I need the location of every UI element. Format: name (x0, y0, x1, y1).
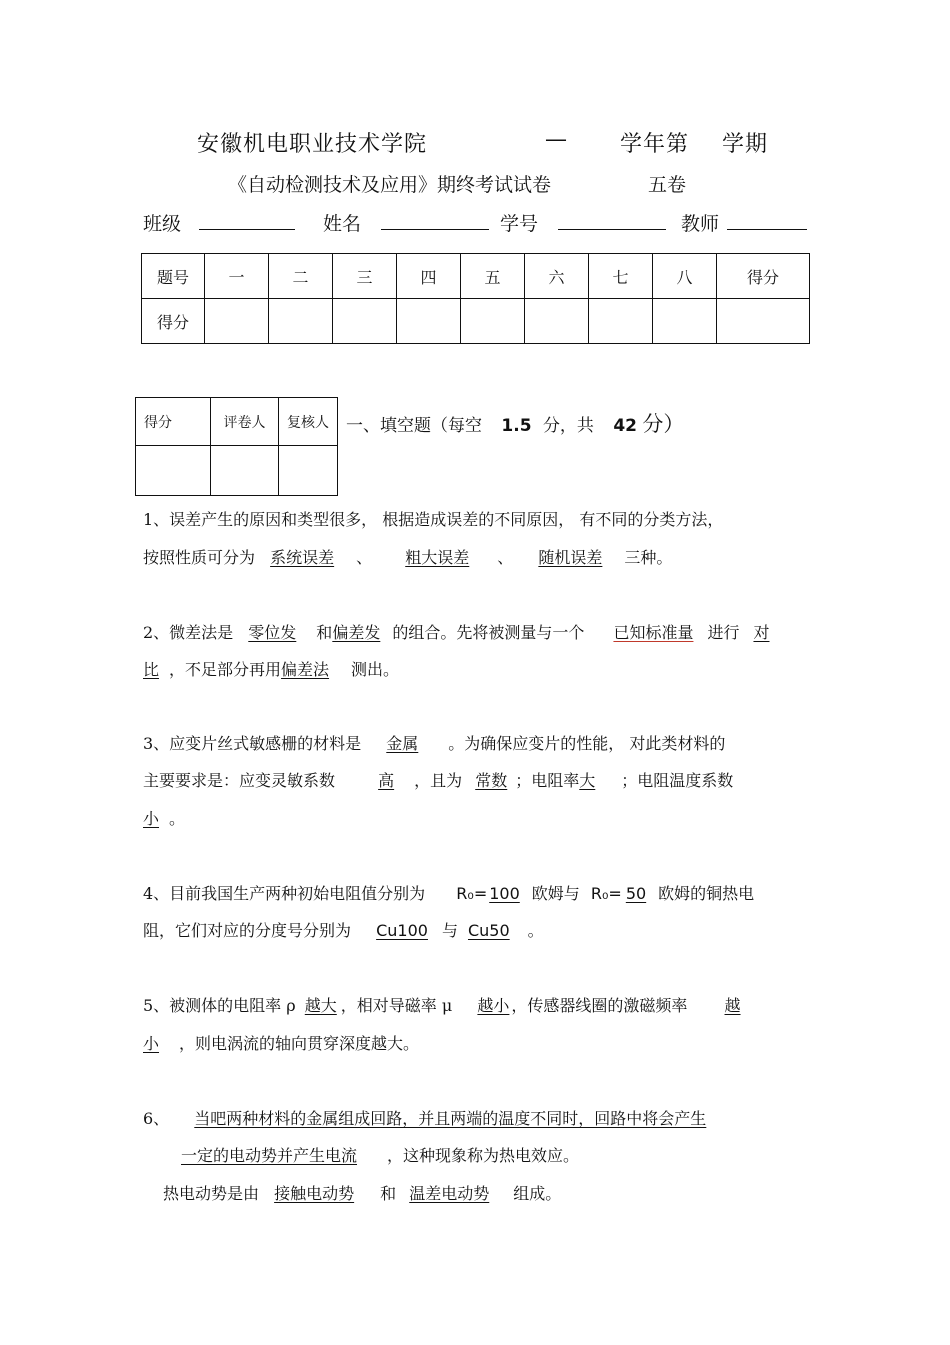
q3-mid-2: ，且为 (414, 771, 463, 790)
q2-answer-2: 偏差发 (332, 623, 381, 642)
grader-header-row (136, 398, 338, 446)
score-header-cell: 五 (461, 254, 525, 299)
q1-answer-3: 随机误差 (538, 548, 603, 567)
q4-mid-3: 与 (441, 921, 458, 940)
q2-mid-3: 进行 (707, 623, 740, 642)
name-label: 姓名 (323, 213, 362, 235)
score-cell[interactable] (589, 299, 653, 344)
q3-answer-1: 金属 (386, 734, 419, 753)
id-blank[interactable] (558, 211, 666, 230)
course-title: 《自动检测技术及应用》期终考试试卷 (228, 174, 552, 196)
q5-answer-2: 越小 (477, 996, 510, 1015)
section1-total: 42 (613, 416, 638, 436)
score-header-cell: 七 (589, 254, 653, 299)
q6-answer-2: 一定的电动势并产生电流 (181, 1146, 358, 1165)
score-cell[interactable] (333, 299, 397, 344)
q3-suffix: 。 (169, 809, 186, 828)
q5-answer-1: 越大 (304, 996, 337, 1015)
score-cell[interactable] (397, 299, 461, 344)
grader-cell[interactable] (211, 446, 279, 496)
teacher-label: 教师 (681, 213, 720, 235)
q4-r1-label: R₀= (456, 884, 488, 903)
section1-title-a: 一、填空题（每空 (346, 416, 482, 436)
q4-answer-4: Cu50 (467, 921, 510, 940)
score-cell[interactable] (269, 299, 333, 344)
paper-version: 五卷 (648, 174, 687, 196)
section1-title (346, 408, 684, 438)
q3-answer-5: 小 (143, 809, 160, 828)
score-header-cell: 三 (333, 254, 397, 299)
score-row-label: 得分 (142, 299, 205, 344)
q1-answer-2: 粗大误差 (405, 548, 470, 567)
score-header-cell: 八 (653, 254, 717, 299)
q2-answer-1: 零位发 (248, 623, 297, 642)
q3-mid-3: ；电阻率 (515, 771, 580, 790)
year-label: 学年第 (620, 132, 690, 157)
q2-suffix: 测出。 (351, 660, 400, 679)
q6-mid-1: ，这种现象称为热电效应。 (387, 1146, 580, 1165)
grader-header-cell: 复核人 (279, 398, 338, 446)
q3-answer-4: 大 (579, 771, 596, 790)
q4-prefix: 4、目前我国生产两种初始电阻值分别为 (143, 884, 426, 903)
q3-answer-3: 常数 (475, 771, 508, 790)
score-cell[interactable] (653, 299, 717, 344)
grader-table (135, 397, 338, 496)
year-dash: — (545, 127, 568, 152)
q3-line2-prefix: 主要要求是：应变灵敏系数 (143, 771, 336, 790)
q5-mid-1: ，相对导磁率 μ (340, 996, 453, 1015)
score-header-cell: 四 (397, 254, 461, 299)
section1-points-each: 1.5 (501, 416, 532, 436)
q5-answer-3a: 越 (724, 996, 741, 1015)
q5-suffix: ，则电涡流的轴向贯穿深度越大。 (179, 1034, 420, 1053)
q3-prefix: 3、应变片丝式敏感栅的材料是 (143, 734, 362, 753)
score-cell[interactable] (461, 299, 525, 344)
q6-line1 (143, 1106, 746, 1129)
q4-answer-1: 100 (489, 884, 520, 903)
grader-header-cell: 评卷人 (211, 398, 279, 446)
q1-sep-1: 、 (356, 548, 373, 567)
class-field (143, 209, 295, 236)
q1-line1: 1、误差产生的原因和类型很多， 根据造成误差的不同原因， 有不同的分类方法， (143, 510, 724, 529)
q4-suffix: 。 (527, 921, 544, 940)
score-header-row (142, 254, 810, 299)
grader-cell[interactable] (136, 446, 211, 496)
section1-title-b: 分，共 (542, 416, 594, 436)
name-blank[interactable] (381, 211, 489, 230)
q2-mid-2: 的组合。先将被测量与一个 (392, 623, 585, 642)
q2-mid-4: ，不足部分再用 (169, 660, 282, 679)
term-label: 学期 (722, 132, 769, 157)
q4-line2-prefix: 阻，它们对应的分度号分别为 (143, 921, 352, 940)
q2-mid-1: 和 (316, 623, 333, 642)
q4-mid-1: 欧姆与 (531, 884, 580, 903)
q2-answer-4a: 对 (753, 623, 770, 642)
q5-line1 (143, 993, 741, 1016)
score-header-cell: 题号 (142, 254, 205, 299)
q6-line3-prefix: 热电动势是由 (163, 1184, 260, 1203)
grader-cell[interactable] (279, 446, 338, 496)
score-header-cell: 二 (269, 254, 333, 299)
class-label: 班级 (143, 213, 182, 235)
q5-answer-3b: 小 (143, 1034, 160, 1053)
q3-answer-2: 高 (378, 771, 395, 790)
grader-value-row (136, 446, 338, 496)
q1-prefix: 按照性质可分为 (143, 548, 256, 567)
q4-answer-3: Cu100 (376, 921, 428, 940)
q6-prefix: 6、 (143, 1109, 170, 1128)
score-header-cell: 一 (205, 254, 269, 299)
q4-line2 (143, 918, 544, 941)
q6-line3 (163, 1181, 561, 1204)
q6-mid-2: 和 (380, 1184, 397, 1203)
q1-sep-2: 、 (497, 548, 514, 567)
q3-mid-4: ；电阻温度系数 (621, 771, 734, 790)
score-table (141, 253, 810, 344)
q3-line3 (143, 806, 185, 829)
q6-answer-4: 温差电动势 (409, 1184, 490, 1203)
q3-line1 (143, 731, 725, 754)
q3-mid-1: 。为确保应变片的性能， 对此类材料的 (448, 734, 726, 753)
q1-line2 (143, 545, 672, 568)
q5-mid-2: ，传感器线圈的激磁频率 (511, 996, 688, 1015)
q2-line1 (143, 620, 769, 643)
id-field (500, 209, 666, 236)
score-cell[interactable] (205, 299, 269, 344)
name-field (323, 209, 489, 236)
q3-line2 (143, 768, 733, 791)
q2-line2 (143, 657, 399, 680)
school-name: 安徽机电职业技术学院 (197, 132, 428, 157)
score-header-cell: 六 (525, 254, 589, 299)
q4-mid-2: 欧姆的铜热电 (658, 884, 755, 903)
q5-line2 (143, 1031, 419, 1054)
q4-answer-2: 50 (625, 884, 647, 903)
q6-suffix: 组成。 (513, 1184, 562, 1203)
score-cell[interactable] (717, 299, 810, 344)
q6-line2 (173, 1143, 579, 1166)
id-label: 学号 (500, 213, 539, 235)
grader-header-cell: 得分 (136, 398, 211, 446)
q2-answer-4b: 比 (143, 660, 160, 679)
teacher-blank[interactable] (727, 211, 807, 230)
score-cell[interactable] (525, 299, 589, 344)
q2-answer-5: 偏差法 (281, 660, 330, 679)
section1-title-c: 分） (642, 412, 685, 436)
q4-r2-label: R₀= (590, 884, 622, 903)
q2-prefix: 2、微差法是 (143, 623, 234, 642)
teacher-field (681, 209, 807, 236)
q1-suffix: 三种。 (624, 548, 673, 567)
q2-answer-3: 已知标准量 (613, 623, 694, 642)
score-value-row (142, 299, 810, 344)
class-blank[interactable] (199, 211, 295, 230)
q1-answer-1: 系统误差 (270, 548, 335, 567)
score-header-cell: 得分 (717, 254, 810, 299)
q6-answer-1: 当吧两种材料的金属组成回路，并且两端的温度不同时，回路中将会产生 (194, 1109, 707, 1128)
q5-prefix: 5、被测体的电阻率 ρ (143, 996, 296, 1015)
q6-answer-3: 接触电动势 (274, 1184, 355, 1203)
q4-line1 (143, 881, 754, 904)
